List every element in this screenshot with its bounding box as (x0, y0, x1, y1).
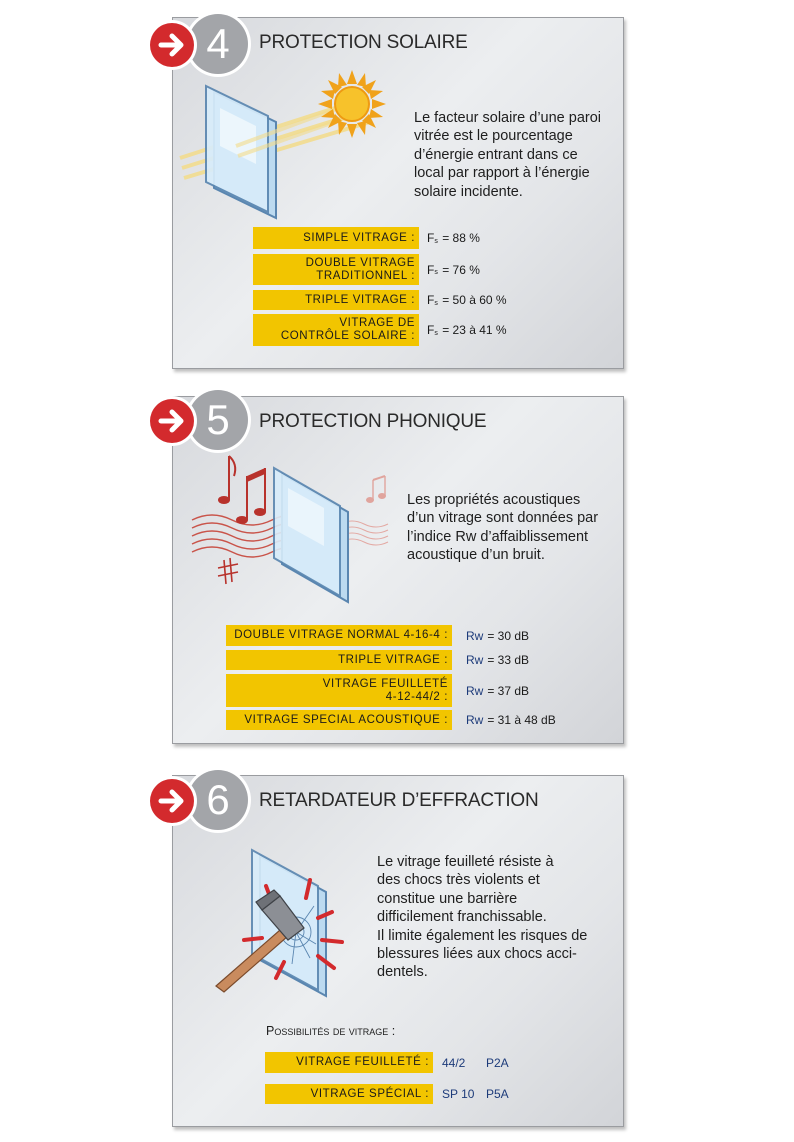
section-number: 4 (188, 14, 248, 74)
description-line: d’un vitrage sont données par (407, 510, 599, 527)
description-line: constitue une barrière (377, 890, 518, 907)
arrow-right-icon (150, 779, 194, 823)
description-line: des chocs très violents et (377, 872, 540, 889)
description-line: d’énergie entrant dans ce (414, 146, 578, 163)
section-title: PROTECTION SOLAIRE (259, 32, 468, 53)
row-value: Rw = 33 dB (466, 653, 530, 667)
description-line: vitrée est le pourcentage (414, 128, 573, 145)
section-badge (150, 770, 250, 832)
row-value: 44/2 P2A (442, 1055, 509, 1070)
section-description (407, 491, 598, 565)
description-line: Le facteur solaire d’une paroi (414, 110, 602, 126)
section-number: 6 (188, 770, 248, 830)
section-number: 5 (188, 390, 248, 450)
section-title: RETARDATEUR D’EFFRACTION (259, 790, 539, 811)
row-label: TRIPLE VITRAGE : (253, 290, 419, 310)
arrow-right-icon (150, 23, 194, 67)
row-value: F s = 88 % (427, 231, 480, 245)
section-description (377, 853, 587, 982)
row-value: F s = 50 à 60 % (427, 293, 507, 307)
row-label: DOUBLE VITRAGE TRADITIONNEL : (253, 254, 419, 285)
glass-pane-music-notes-icon (190, 448, 400, 608)
row-value: SP 10 P5A (442, 1087, 509, 1101)
row-label: SIMPLE VITRAGE : (253, 227, 419, 249)
row-label: VITRAGE FEUILLETÉ 4-12-44/2 : (226, 674, 452, 707)
row-value: F s = 23 à 41 % (427, 323, 507, 337)
description-line: dentels. (377, 964, 428, 981)
hammer-breaking-glass-icon (210, 848, 360, 998)
description-line: l’indice Rw d’affaiblissement (407, 528, 589, 545)
arrow-right-icon (150, 399, 194, 443)
section-description (414, 109, 601, 201)
row-value: Rw = 31 à 48 dB (466, 713, 556, 727)
row-value: F s = 76 % (427, 262, 480, 277)
description-line: acoustique d’un bruit. (407, 547, 545, 564)
row-label: VITRAGE FEUILLETÉ : (265, 1052, 433, 1073)
section-title: PROTECTION PHONIQUE (259, 411, 487, 432)
description-line: Les propriétés acoustiques (407, 492, 581, 508)
row-label: VITRAGE DE CONTRÔLE SOLAIRE : (253, 314, 419, 346)
row-label: TRIPLE VITRAGE : (226, 650, 452, 670)
description-line: Il limite également les risques de (377, 927, 588, 944)
row-label: VITRAGE SPÉCIAL : (265, 1084, 433, 1104)
row-label: VITRAGE SPECIAL ACOUSTIQUE : (226, 710, 452, 730)
row-value: Rw = 37 dB (466, 683, 530, 698)
row-value: Rw = 30 dB (466, 628, 530, 643)
description-line: difficilement franchissable. (377, 909, 547, 926)
row-label: DOUBLE VITRAGE NORMAL 4-16-4 : (226, 625, 452, 646)
description-line: local par rapport à l’énergie (414, 165, 590, 182)
possibilities-label: Possibilités de vitrage : (266, 1024, 396, 1038)
section-badge (150, 390, 250, 452)
description-line: blessures liées aux chocs acci- (377, 946, 577, 963)
description-line: Le vitrage feuilleté résiste à (377, 854, 554, 870)
description-line: solaire incidente. (414, 183, 523, 200)
section-badge (150, 14, 250, 76)
glass-pane-sun-icon (176, 68, 396, 228)
